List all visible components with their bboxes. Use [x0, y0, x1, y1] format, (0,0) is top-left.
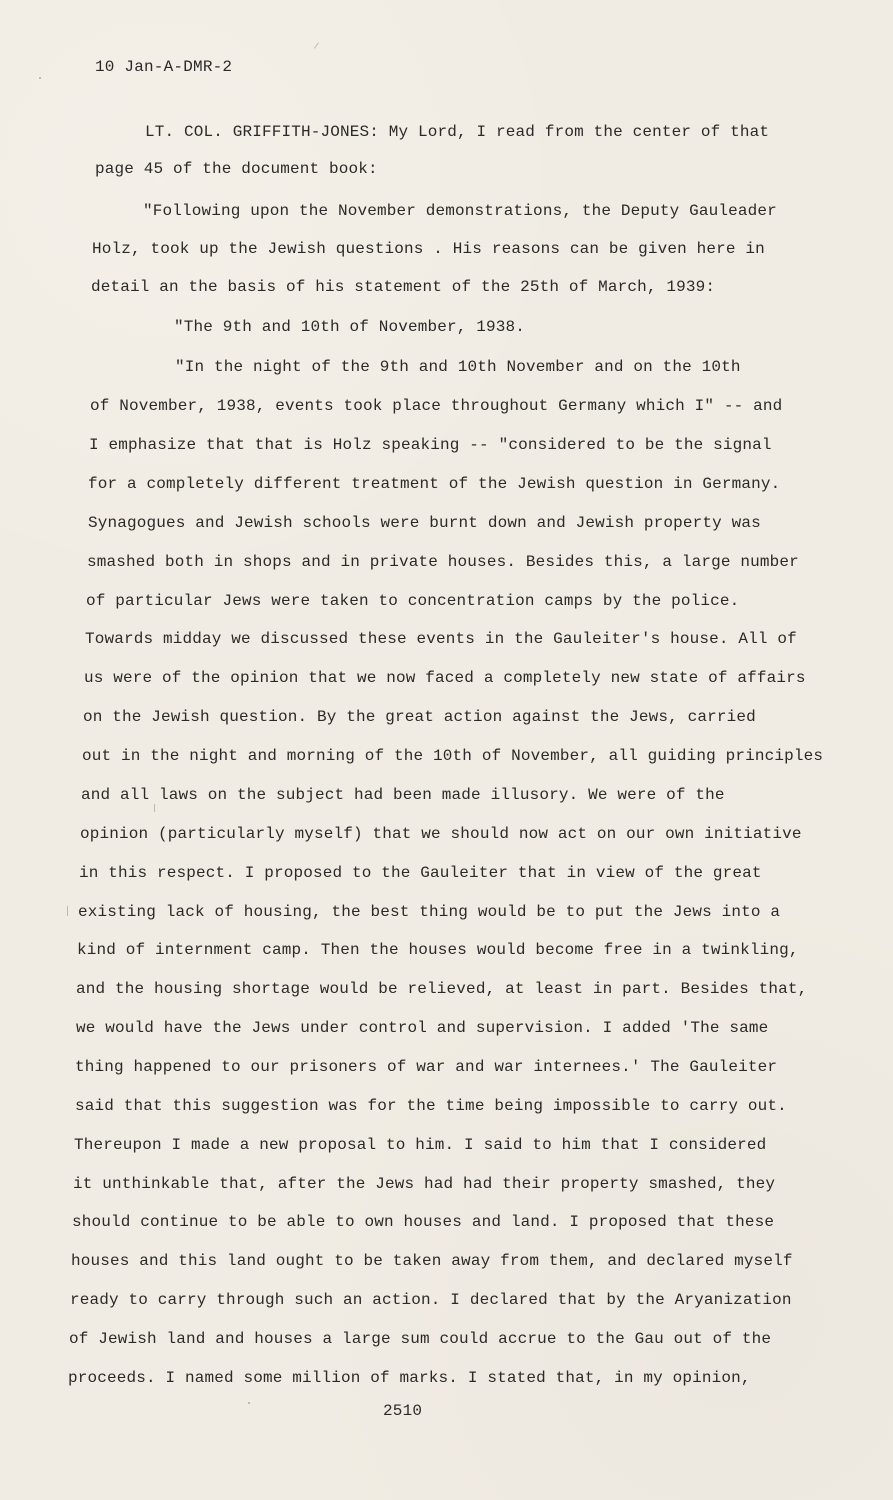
ink-mark	[39, 77, 41, 79]
text-line: in this respect. I proposed to the Gauleiter that in view of the great	[79, 864, 762, 882]
document-header: 10 Jan-A-DMR-2	[95, 58, 233, 76]
text-line: Holz, took up the Jewish questions . His reasons can be given here in	[92, 240, 765, 258]
text-line: and the housing shortage would be relieved, at least in part. Besides that,	[76, 980, 808, 998]
text-line: thing happened to our prisoners of war and war internees.' The Gauleiter	[75, 1058, 778, 1076]
page-number: 2510	[383, 1402, 423, 1420]
text-line: "Following upon the November demonstrations, the Deputy Gauleader	[143, 202, 777, 220]
text-line: Towards midday we discussed these events in the Gauleiter's house. All of	[85, 630, 797, 648]
text-line: "In the night of the 9th and 10th November and on the 10th	[175, 358, 741, 376]
text-line: existing lack of housing, the best thing would be to put the Jews into a	[78, 903, 781, 921]
text-line: kind of internment camp. Then the houses would become free in a twinkling,	[77, 941, 799, 959]
text-line: detail an the basis of his statement of the 25th of March, 1939:	[91, 278, 716, 296]
text-line: it unthinkable that, after the Jews had had their property smashed, they	[73, 1175, 776, 1193]
ink-mark	[314, 42, 319, 48]
text-line: we would have the Jews under control and supervision. I added 'The same	[76, 1019, 769, 1037]
text-line: out in the night and morning of the 10th of November, all guiding principles	[82, 747, 824, 765]
text-line: of November, 1938, events took place throughout Germany which I" -- and	[90, 397, 783, 415]
ink-mark	[67, 906, 68, 916]
text-line: LT. COL. GRIFFITH-JONES: My Lord, I read from the center of that	[145, 123, 770, 141]
text-line: houses and this land ought to be taken away from them, and declared myself	[71, 1252, 793, 1270]
ink-mark	[248, 1402, 250, 1404]
text-line: of Jewish land and houses a large sum could accrue to the Gau out of the	[69, 1330, 772, 1348]
text-line: I emphasize that that is Holz speaking -- "considered to be the signal	[89, 436, 772, 454]
text-line: on the Jewish question. By the great action against the Jews, carried	[83, 708, 756, 726]
text-line: Thereupon I made a new proposal to him. I said to him that I considered	[74, 1136, 767, 1154]
text-line: page 45 of the document book:	[95, 160, 378, 178]
text-line: proceeds. I named some million of marks. I stated that, in my opinion,	[68, 1369, 751, 1387]
text-line: for a completely different treatment of the Jewish question in Germany.	[88, 475, 781, 493]
text-line: opinion (particularly myself) that we should now act on our own initiative	[80, 825, 802, 843]
text-line: "The 9th and 10th of November, 1938.	[174, 318, 526, 336]
text-line: said that this suggestion was for the time being impossible to carry out.	[75, 1097, 787, 1115]
text-line: and all laws on the subject had been made illusory. We were of the	[81, 786, 725, 804]
text-line: us were of the opinion that we now faced a completely new state of affairs	[84, 669, 806, 687]
ink-mark	[154, 804, 155, 812]
text-line: smashed both in shops and in private houses. Besides this, a large number	[87, 553, 799, 571]
text-line: of particular Jews were taken to concentration camps by the police.	[86, 592, 740, 610]
text-line: Synagogues and Jewish schools were burnt down and Jewish property was	[88, 514, 761, 532]
text-line: ready to carry through such an action. I declared that by the Aryanization	[70, 1291, 792, 1309]
text-line: should continue to be able to own houses and land. I proposed that these	[72, 1213, 775, 1231]
